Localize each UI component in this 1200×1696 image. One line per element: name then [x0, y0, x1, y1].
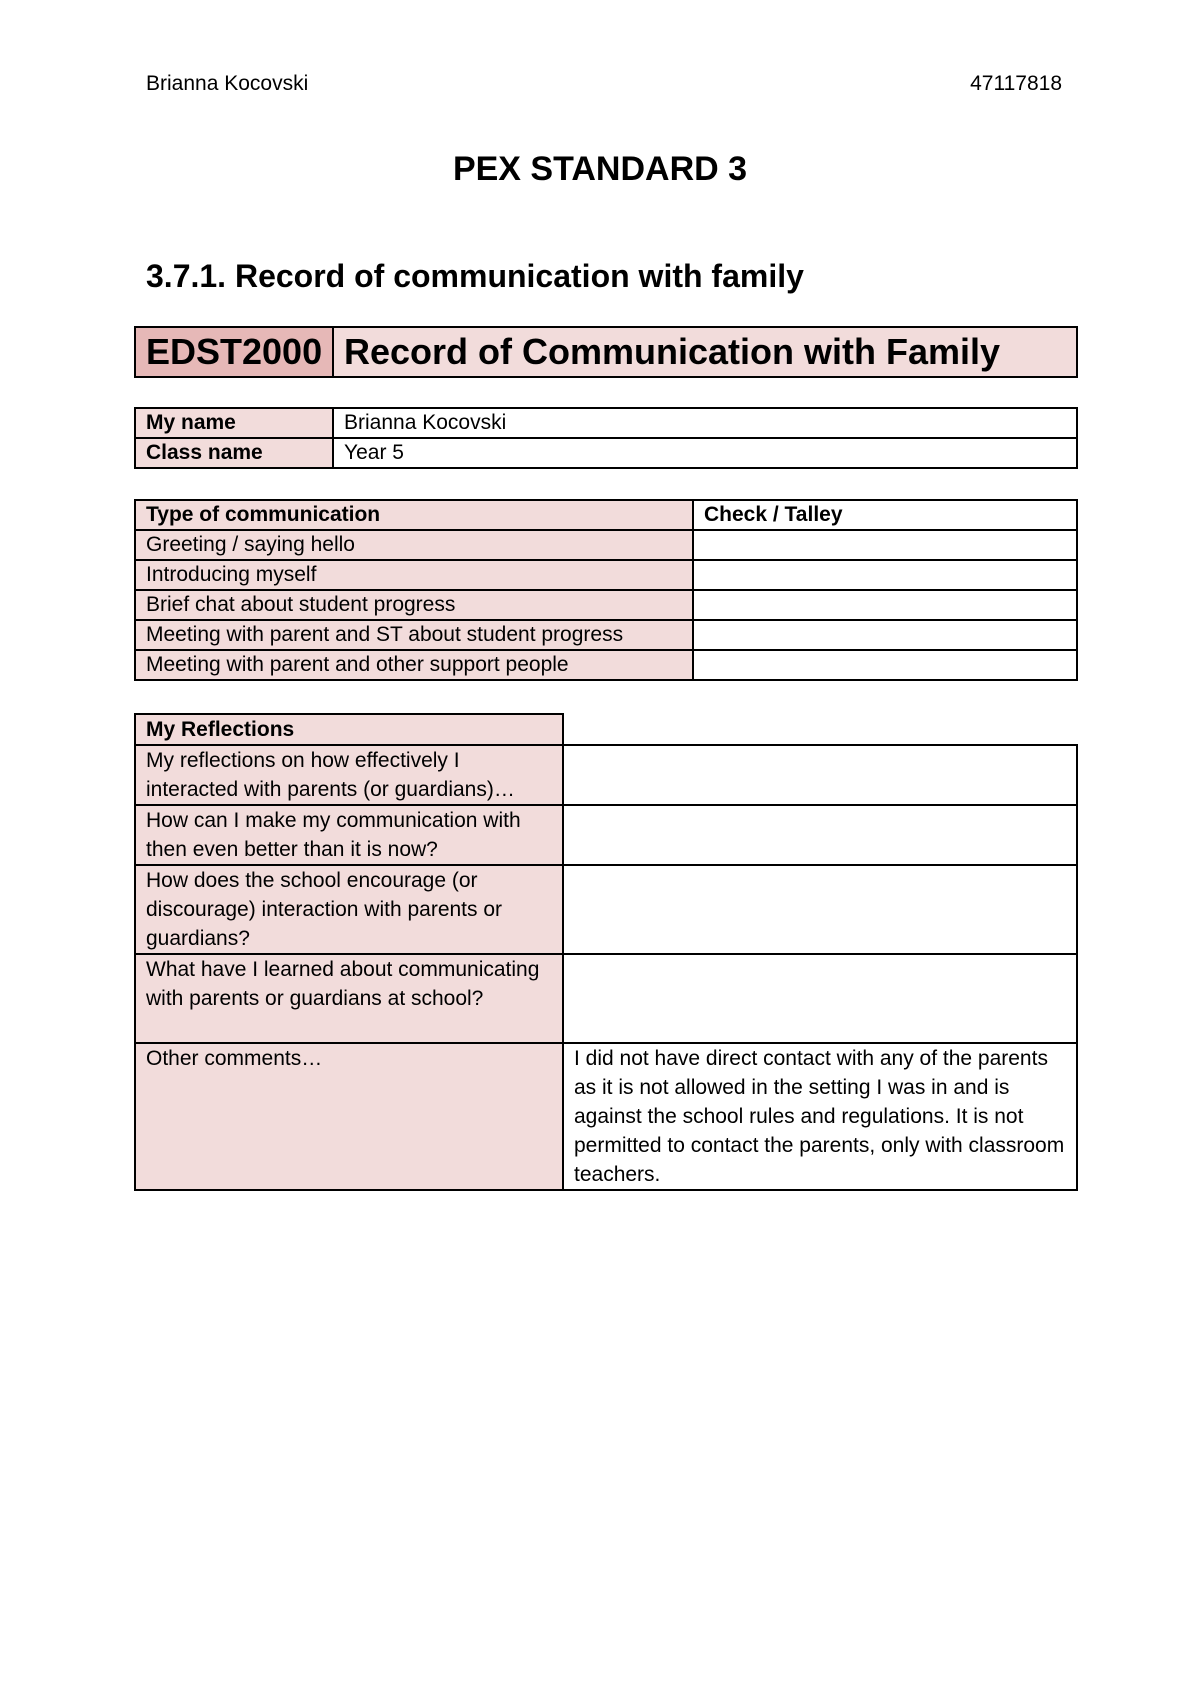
table-row [135, 650, 1077, 680]
comm-type: Introducing myself [135, 560, 693, 590]
col-header-type: Type of communication [135, 500, 693, 530]
section-heading: 3.7.1. Record of communication with family [146, 258, 804, 294]
table-row [135, 1043, 1077, 1190]
comm-type: Meeting with parent and ST about student progress [135, 620, 693, 650]
name-label: My name [135, 408, 333, 438]
table-row [135, 620, 1077, 650]
table-row [135, 560, 1077, 590]
reflection-question: How can I make my communication with then even better than it is now? [135, 805, 563, 865]
comm-check[interactable] [693, 650, 1077, 680]
reflection-question: Other comments… [135, 1043, 563, 1190]
col-header-check: Check / Talley [693, 500, 1077, 530]
name-value[interactable]: Brianna Kocovski [333, 408, 1077, 438]
reflections-table [134, 713, 1078, 1191]
table-row [135, 805, 1077, 865]
comm-check[interactable] [693, 560, 1077, 590]
comm-check[interactable] [693, 620, 1077, 650]
comm-type: Meeting with parent and other support people [135, 650, 693, 680]
table-row [135, 590, 1077, 620]
table-row [135, 865, 1077, 954]
reflection-answer[interactable]: I did not have direct contact with any of the parents as it is not allowed in the setting I was in and is against the school rules and regulations. It is not permitted to contact the parents, only with classroom teachers. [563, 1043, 1077, 1190]
class-label: Class name [135, 438, 333, 468]
reflections-heading-blank [563, 714, 1077, 745]
reflection-question: My reflections on how effectively I interacted with parents (or guardians)… [135, 745, 563, 805]
details-table [134, 407, 1078, 469]
reflection-answer[interactable] [563, 954, 1077, 1043]
reflection-answer[interactable] [563, 865, 1077, 954]
class-value[interactable]: Year 5 [333, 438, 1077, 468]
table-row [135, 745, 1077, 805]
reflection-answer[interactable] [563, 745, 1077, 805]
reflection-question: What have I learned about communicating with parents or guardians at school? [135, 954, 563, 1043]
page-title: PEX STANDARD 3 [452, 150, 748, 188]
header-student-id: 47117818 [970, 72, 1062, 95]
banner-code: EDST2000 [135, 327, 333, 377]
communication-table [134, 499, 1078, 681]
reflection-question: How does the school encourage (or discourage) interaction with parents or guardians? [135, 865, 563, 954]
comm-type: Brief chat about student progress [135, 590, 693, 620]
reflection-answer[interactable] [563, 805, 1077, 865]
table-row [135, 530, 1077, 560]
comm-type: Greeting / saying hello [135, 530, 693, 560]
reflections-heading: My Reflections [135, 714, 563, 745]
banner-title: Record of Communication with Family [333, 327, 1077, 377]
banner-table [134, 326, 1078, 378]
table-row [135, 954, 1077, 1043]
header-author: Brianna Kocovski [146, 72, 309, 95]
comm-check[interactable] [693, 590, 1077, 620]
comm-check[interactable] [693, 530, 1077, 560]
